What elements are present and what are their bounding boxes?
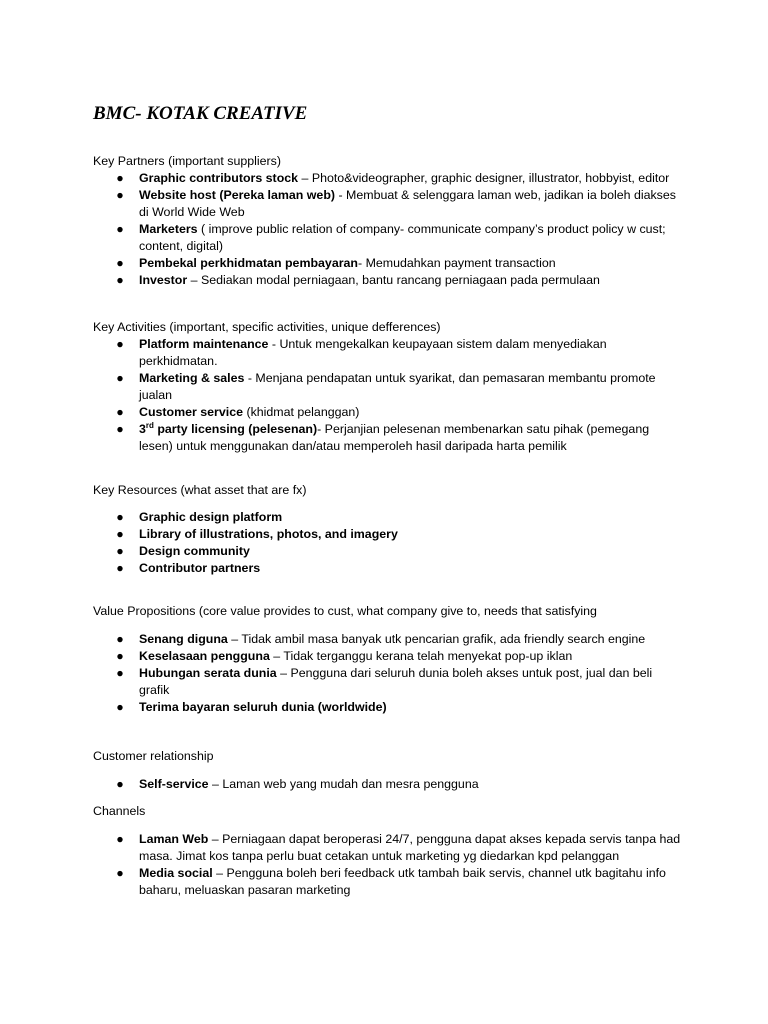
bullet-icon: ●: [116, 222, 124, 236]
section-heading: Customer relationship: [93, 749, 214, 763]
list-item: [93, 370, 683, 404]
bullet-icon: ●: [116, 649, 124, 663]
item-bold-text: Media social: [139, 866, 213, 880]
section-key-activities: [93, 319, 683, 455]
item-text: – Pengguna dari seluruh dunia boleh akses untuk post, jual dan beli grafik: [139, 666, 653, 697]
bullet-list: [93, 336, 683, 455]
bullet-icon: ●: [116, 700, 124, 714]
list-item: [93, 560, 683, 577]
bullet-icon: ●: [116, 632, 124, 646]
item-bold-text: Platform maintenance: [139, 337, 269, 351]
list-item: [93, 831, 683, 865]
bullet-icon: ●: [116, 777, 124, 791]
item-bold-text: Terima bayaran seluruh dunia (worldwide): [139, 700, 387, 714]
bullet-icon: ●: [116, 188, 124, 202]
item-bold-text: Graphic contributors stock: [139, 171, 299, 185]
bullet-list: [93, 509, 683, 577]
section-heading: Key Resources (what asset that are fx): [93, 483, 307, 497]
list-item: [93, 336, 683, 370]
bullet-icon: ●: [116, 561, 124, 575]
item-text: - Perjanjian pelesenan membenarkan satu pihak (pemegang lesen) untuk menggunakan dan/atau memperoleh hasil daripada harta pemilik: [139, 422, 650, 453]
list-item: [93, 404, 683, 421]
item-text: - Memudahkan payment transaction: [358, 256, 556, 270]
bullet-icon: ●: [116, 422, 124, 436]
section-heading: Key Partners (important suppliers): [93, 154, 281, 168]
list-item: [93, 272, 683, 289]
item-text: – Sediakan modal perniagaan, bantu rancang perniagaan pada permulaan: [187, 273, 600, 287]
item-bold-text: Self-service: [139, 777, 209, 791]
item-text: – Perniagaan dapat beroperasi 24/7, pengguna dapat akses kepada servis tanpa had masa. Jimat kos tanpa perlu buat cetakan untuk marketing yg diedarkan kpd pelanggan: [139, 832, 681, 863]
item-bold-text: Pembekal perkhidmatan pembayaran: [139, 256, 358, 270]
bullet-icon: ●: [116, 527, 124, 541]
list-item: [93, 543, 683, 560]
bullet-list: [93, 831, 683, 899]
bullet-icon: ●: [116, 544, 124, 558]
section-heading: Channels: [93, 804, 146, 818]
item-text: – Laman web yang mudah dan mesra pengguna: [208, 777, 479, 791]
section-heading: Key Activities (important, specific activities, unique defferences): [93, 320, 441, 334]
item-bold-text: Keselasaan pengguna: [139, 649, 270, 663]
list-item: [93, 526, 683, 543]
list-item: [93, 255, 683, 272]
bullet-list: [93, 170, 683, 289]
item-bold-text: 3: [139, 422, 146, 436]
bullet-icon: ●: [116, 405, 124, 419]
item-text: (khidmat pelanggan): [243, 405, 360, 419]
list-item: [93, 421, 683, 455]
item-bold-text: Design community: [139, 544, 250, 558]
item-bold-text: Hubungan serata dunia: [139, 666, 277, 680]
section-customer-relationship: [93, 748, 683, 793]
bullet-icon: ●: [116, 666, 124, 680]
item-bold-text: Marketing & sales: [139, 371, 245, 385]
item-text: - Untuk mengekalkan keupayaan sistem dalam menyediakan perkhidmatan.: [139, 337, 607, 368]
list-item: [93, 187, 683, 221]
item-text: – Photo&videographer, graphic designer, illustrator, hobbyist, editor: [298, 171, 670, 185]
list-item: [93, 509, 683, 526]
item-text: - Membuat & selenggara laman web, jadikan ia boleh diakses di World Wide Web: [139, 188, 676, 219]
bullet-icon: ●: [116, 371, 124, 385]
item-bold-text: Marketers: [139, 222, 198, 236]
document-title: BMC- KOTAK CREATIVE: [93, 103, 308, 124]
item-bold-text: party licensing (pelesenan): [153, 422, 318, 436]
bullet-icon: ●: [116, 171, 124, 185]
item-text: - Menjana pendapatan untuk syarikat, dan pemasaran membantu promote jualan: [139, 371, 656, 402]
bullet-list: [93, 631, 683, 716]
item-bold-text: Website host (Pereka laman web): [139, 188, 336, 202]
list-item: [93, 170, 683, 187]
item-bold-text: Contributor partners: [139, 561, 261, 575]
item-bold-text: Library of illustrations, photos, and imagery: [139, 527, 398, 541]
list-item: [93, 631, 683, 648]
bullet-icon: ●: [116, 866, 124, 880]
bullet-list: [93, 776, 683, 793]
bullet-icon: ●: [116, 273, 124, 287]
list-item: [93, 221, 683, 255]
list-item: [93, 776, 683, 793]
list-item: [93, 865, 683, 899]
item-bold-text: Laman Web: [139, 832, 209, 846]
list-item: [93, 665, 683, 699]
item-bold-text: Graphic design platform: [139, 510, 283, 524]
superscript-text: rd: [145, 420, 154, 430]
section-value-propositions: [93, 603, 683, 716]
section-channels: [93, 803, 683, 899]
item-bold-text: Investor: [139, 273, 188, 287]
item-text: ( improve public relation of company- communicate company’s product policy w cust; content, digital): [139, 222, 666, 253]
item-bold-text: Senang diguna: [139, 632, 228, 646]
bullet-icon: ●: [116, 337, 124, 351]
list-item: [93, 699, 683, 716]
bullet-icon: ●: [116, 256, 124, 270]
section-key-resources: [93, 482, 683, 577]
item-text: – Tidak ambil masa banyak utk pencarian grafik, ada friendly search engine: [227, 632, 646, 646]
list-item: [93, 648, 683, 665]
item-text: – Pengguna boleh beri feedback utk tambah baik servis, channel utk bagitahu info baharu, meluaskan pasaran marketing: [139, 866, 666, 897]
item-text: – Tidak terganggu kerana telah menyekat pop-up iklan: [269, 649, 573, 663]
item-bold-text: Customer service: [139, 405, 243, 419]
section-key-partners: [93, 153, 683, 289]
bullet-icon: ●: [116, 510, 124, 524]
bullet-icon: ●: [116, 832, 124, 846]
section-heading: Value Propositions (core value provides to cust, what company give to, needs that satisfying: [93, 604, 597, 618]
